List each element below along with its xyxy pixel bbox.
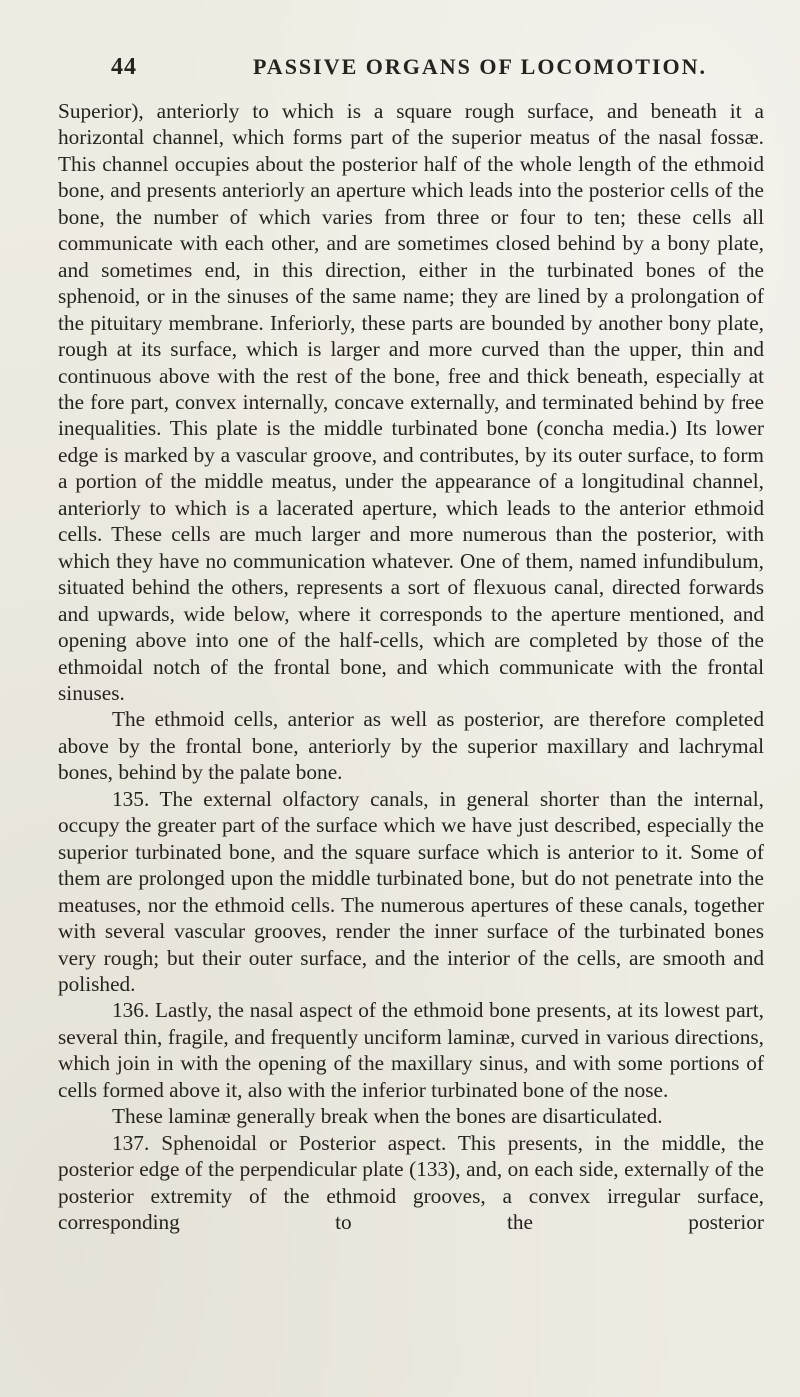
running-title: PASSIVE ORGANS OF LOCOMOTION. <box>253 54 708 79</box>
paragraph-continuation: Superior), anteriorly to which is a square rough surface, and beneath it a horizontal channel, which forms part of the superior meatus of the nasal fossæ. This channel occupies about the posterior half of the whole length of the ethmoid bone, and presents anteriorly an aperture which leads into the posterior cells of the bone, the number of which varies from three or four to ten; these cells all communicate with each other, and are sometimes closed behind by a bony plate, and sometimes end, in this direction, either in the turbinated bones of the sphenoid, or in the sinuses of the same name; they are lined by a prolongation of the pituitary membrane. Inferiorly, these parts are bounded by another bony plate, rough at its surface, which is larger and more curved than the upper, thin and continuous above with the rest of the bone, free and thick beneath, especially at the fore part, convex internally, concave externally, and terminated behind by free inequalities. This plate is the middle turbinated bone (concha media.) Its lower edge is marked by a vascular groove, and contributes, by its outer surface, to form a portion of the middle meatus, under the appearance of a longitudinal channel, anteriorly to which is a lacerated aperture, which leads to the anterior ethmoid cells. These cells are much larger and more numerous than the posterior, with which they have no communication whatever. One of them, named infundibulum, situated behind the others, represents a sort of flexuous canal, directed forwards and upwards, wide below, where it corresponds to the aperture mentioned, and opening above into one of the half-cells, which are completed by those of the ethmoidal notch of the frontal bone, and which communicate with the frontal sinuses. <box>58 99 764 705</box>
body-text <box>58 98 764 1235</box>
paragraph-136: 136. Lastly, the nasal aspect of the ethmoid bone presents, at its lowest part, several thin, fragile, and frequently unciform laminæ, curved in various directions, which join in with the opening of the maxillary sinus, and with some portions of cells formed above it, also with the inferior turbinated bone of the nose. <box>58 998 764 1102</box>
page-number: 44 <box>111 54 137 80</box>
paragraph-135: 135. The external olfactory canals, in general shorter than the internal, occupy the greater part of the surface which we have just described, especially the superior turbinated bone, and the square surface which is anterior to it. Some of them are prolonged upon the middle turbinated bone, but do not penetrate into the meatuses, nor the ethmoid cells. The numerous apertures of these canals, together with several vascular grooves, render the inner surface of the turbinated bones very rough; but their outer surface, and the interior of the cells, are smooth and polished. <box>58 786 764 996</box>
paragraph-137: 137. Sphenoidal or Posterior aspect. This presents, in the middle, the posterior edge of the perpendicular plate (133), and, on each side, externally of the posterior extremity of the ethmoid grooves, a convex irregular surface, corresponding to the posterior <box>58 1130 764 1235</box>
paragraph-ethmoid-cells: The ethmoid cells, anterior as well as posterior, are therefore completed above by the frontal bone, anteriorly by the superior maxillary and lachrymal bones, behind by the palate bone. <box>58 707 764 785</box>
running-head <box>0 54 800 84</box>
paragraph-laminae: These laminæ generally break when the bones are disarticulated. <box>112 1104 663 1129</box>
